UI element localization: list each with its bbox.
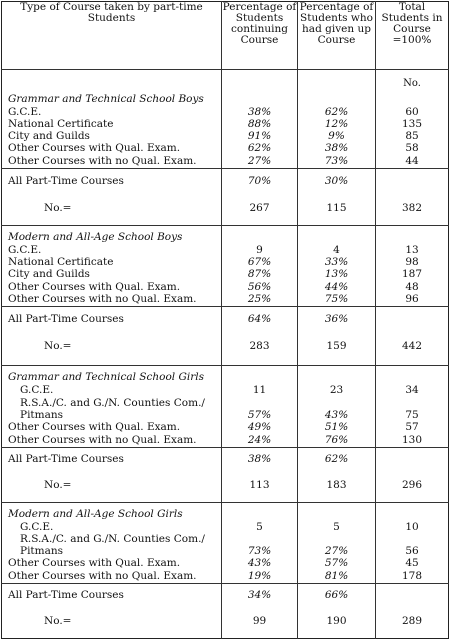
- total-value: 85: [376, 131, 449, 143]
- count-label: No.=: [44, 340, 72, 353]
- count-given-up: 183: [298, 474, 376, 502]
- section-title: Grammar and Technical School Boys: [8, 93, 204, 105]
- total-value: 96: [376, 294, 449, 307]
- section-title: Grammar and Technical School Girls: [2, 366, 222, 386]
- given-up-value: 12%: [298, 119, 376, 131]
- count-label: No.=: [44, 201, 72, 214]
- continuing-value: 62%: [222, 143, 298, 155]
- given-up-value: 33%: [298, 257, 376, 269]
- all-continuing: 34%: [222, 583, 298, 609]
- continuing-value: 57%: [222, 410, 298, 422]
- total-unit-label: No.: [376, 70, 449, 93]
- count-given-up: 115: [298, 197, 376, 225]
- count-given-up: 190: [298, 610, 376, 639]
- table-row: [2, 294, 449, 307]
- continuing-value: 56%: [222, 282, 298, 294]
- total-value: 45: [376, 558, 449, 570]
- table-row: [2, 571, 449, 584]
- all-courses-label: All Part-Time Courses: [2, 168, 222, 196]
- continuing-value: 88%: [222, 119, 298, 131]
- total-value: 187: [376, 269, 449, 281]
- given-up-value: 38%: [298, 143, 376, 155]
- all-given-up: 66%: [298, 583, 376, 609]
- total-value: 178: [376, 571, 449, 584]
- continuing-value: 5: [222, 522, 298, 534]
- total-value: 13: [376, 245, 449, 257]
- all-courses-row: [2, 447, 449, 473]
- table-row: [2, 269, 449, 281]
- given-up-value: 76%: [298, 435, 376, 448]
- continuing-value: 38%: [222, 107, 298, 119]
- continuing-value: 25%: [222, 294, 298, 307]
- row-label: R.S.A./C. and G./N. Counties Com./: [20, 532, 205, 545]
- all-continuing: 38%: [222, 447, 298, 473]
- given-up-value: 13%: [298, 269, 376, 281]
- all-courses-label: All Part-Time Courses: [2, 307, 222, 335]
- row-label: Other Courses with Qual. Exam.: [8, 557, 181, 570]
- count-row: [2, 610, 449, 639]
- row-label: G.C.E.: [8, 105, 42, 118]
- row-label: National Certificate: [8, 117, 114, 130]
- continuing-value: 24%: [222, 435, 298, 448]
- row-label: City and Guilds: [8, 268, 90, 281]
- all-courses-label: All Part-Time Courses: [2, 583, 222, 609]
- table-row: [2, 534, 449, 546]
- given-up-value: 4: [298, 245, 376, 257]
- section-title: Modern and All-Age School Boys: [2, 225, 222, 245]
- continuing-value: 19%: [222, 571, 298, 584]
- given-up-value: 5: [298, 522, 376, 534]
- count-continuing: 99: [222, 610, 298, 639]
- table-row: [2, 156, 449, 169]
- total-value: 130: [376, 435, 449, 448]
- total-value: 58: [376, 143, 449, 155]
- row-label: Other Courses with no Qual. Exam.: [8, 154, 197, 167]
- all-given-up: 36%: [298, 307, 376, 335]
- count-total: 289: [376, 610, 449, 639]
- count-row: [2, 197, 449, 225]
- section-title-row: [2, 225, 449, 245]
- given-up-value: 73%: [298, 156, 376, 169]
- row-label: Other Courses with Qual. Exam.: [8, 421, 181, 434]
- count-row: [2, 474, 449, 502]
- row-label: Other Courses with no Qual. Exam.: [8, 433, 197, 446]
- row-label: Other Courses with no Qual. Exam.: [8, 292, 197, 305]
- row-label: Other Courses with no Qual. Exam.: [8, 569, 197, 582]
- continuing-value: 49%: [222, 422, 298, 434]
- given-up-value: 43%: [298, 410, 376, 422]
- course-table: [1, 1, 449, 639]
- count-row: [2, 335, 449, 366]
- table-row: [2, 522, 449, 534]
- given-up-value: 27%: [298, 546, 376, 558]
- table-row: [2, 435, 449, 448]
- row-label: National Certificate: [8, 256, 114, 269]
- header-given-up: Percentage of Students who had given up Course: [298, 2, 376, 70]
- all-given-up: 30%: [298, 168, 376, 196]
- count-continuing: 283: [222, 335, 298, 366]
- total-value: 56: [376, 546, 449, 558]
- header-total: Total Students in Course =100%: [376, 2, 449, 70]
- given-up-value: 81%: [298, 571, 376, 584]
- total-value: 34: [376, 385, 449, 397]
- table-row: [2, 398, 449, 410]
- section-title-row: [2, 92, 449, 107]
- given-up-value: 23: [298, 385, 376, 397]
- given-up-value: 57%: [298, 558, 376, 570]
- given-up-value: 9%: [298, 131, 376, 143]
- count-total: 296: [376, 474, 449, 502]
- given-up-value: 51%: [298, 422, 376, 434]
- section-title-row: [2, 502, 449, 522]
- row-label: G.C.E.: [8, 243, 42, 256]
- row-label: Pitmans: [20, 545, 64, 558]
- count-total: 382: [376, 197, 449, 225]
- total-value: 60: [376, 107, 449, 119]
- continuing-value: 43%: [222, 558, 298, 570]
- given-up-value: 44%: [298, 282, 376, 294]
- header-course-type: Type of Course taken by part-time Students: [20, 1, 203, 24]
- total-value: 135: [376, 119, 449, 131]
- all-courses-row: [2, 307, 449, 335]
- all-courses-row: [2, 583, 449, 609]
- row-label: Other Courses with Qual. Exam.: [8, 280, 181, 293]
- total-value: 10: [376, 522, 449, 534]
- given-up-value: 62%: [298, 107, 376, 119]
- total-value: 98: [376, 257, 449, 269]
- total-value: 75: [376, 410, 449, 422]
- total-value: 57: [376, 422, 449, 434]
- given-up-value: 75%: [298, 294, 376, 307]
- continuing-value: 27%: [222, 156, 298, 169]
- unit-row: [2, 70, 449, 93]
- continuing-value: 73%: [222, 546, 298, 558]
- count-continuing: 267: [222, 197, 298, 225]
- continuing-value: 91%: [222, 131, 298, 143]
- count-total: 442: [376, 335, 449, 366]
- section-title: Modern and All-Age School Girls: [2, 502, 222, 522]
- continuing-value: 87%: [222, 269, 298, 281]
- total-value: 44: [376, 156, 449, 169]
- table-row: [2, 385, 449, 397]
- all-given-up: 62%: [298, 447, 376, 473]
- row-label: Other Courses with Qual. Exam.: [8, 142, 181, 155]
- all-courses-row: [2, 168, 449, 196]
- header-continuing: Percentage of Students continuing Course: [222, 2, 298, 70]
- header-row: [2, 2, 449, 70]
- table-body: [2, 70, 449, 639]
- table-row: [2, 422, 449, 434]
- row-label: Pitmans: [20, 408, 64, 421]
- section-title-row: [2, 366, 449, 386]
- row-label: G.C.E.: [20, 384, 54, 397]
- table-row: [2, 143, 449, 155]
- row-label: G.C.E.: [20, 520, 54, 533]
- continuing-value: 11: [222, 385, 298, 397]
- table-row: [2, 107, 449, 119]
- continuing-value: 67%: [222, 257, 298, 269]
- count-label: No.=: [44, 614, 72, 627]
- table-row: [2, 558, 449, 570]
- all-continuing: 64%: [222, 307, 298, 335]
- count-given-up: 159: [298, 335, 376, 366]
- row-label: R.S.A./C. and G./N. Counties Com./: [20, 396, 205, 409]
- continuing-value: 9: [222, 245, 298, 257]
- count-continuing: 113: [222, 474, 298, 502]
- count-label: No.=: [44, 478, 72, 491]
- all-courses-label: All Part-Time Courses: [2, 447, 222, 473]
- all-continuing: 70%: [222, 168, 298, 196]
- total-value: 48: [376, 282, 449, 294]
- row-label: City and Guilds: [8, 130, 90, 143]
